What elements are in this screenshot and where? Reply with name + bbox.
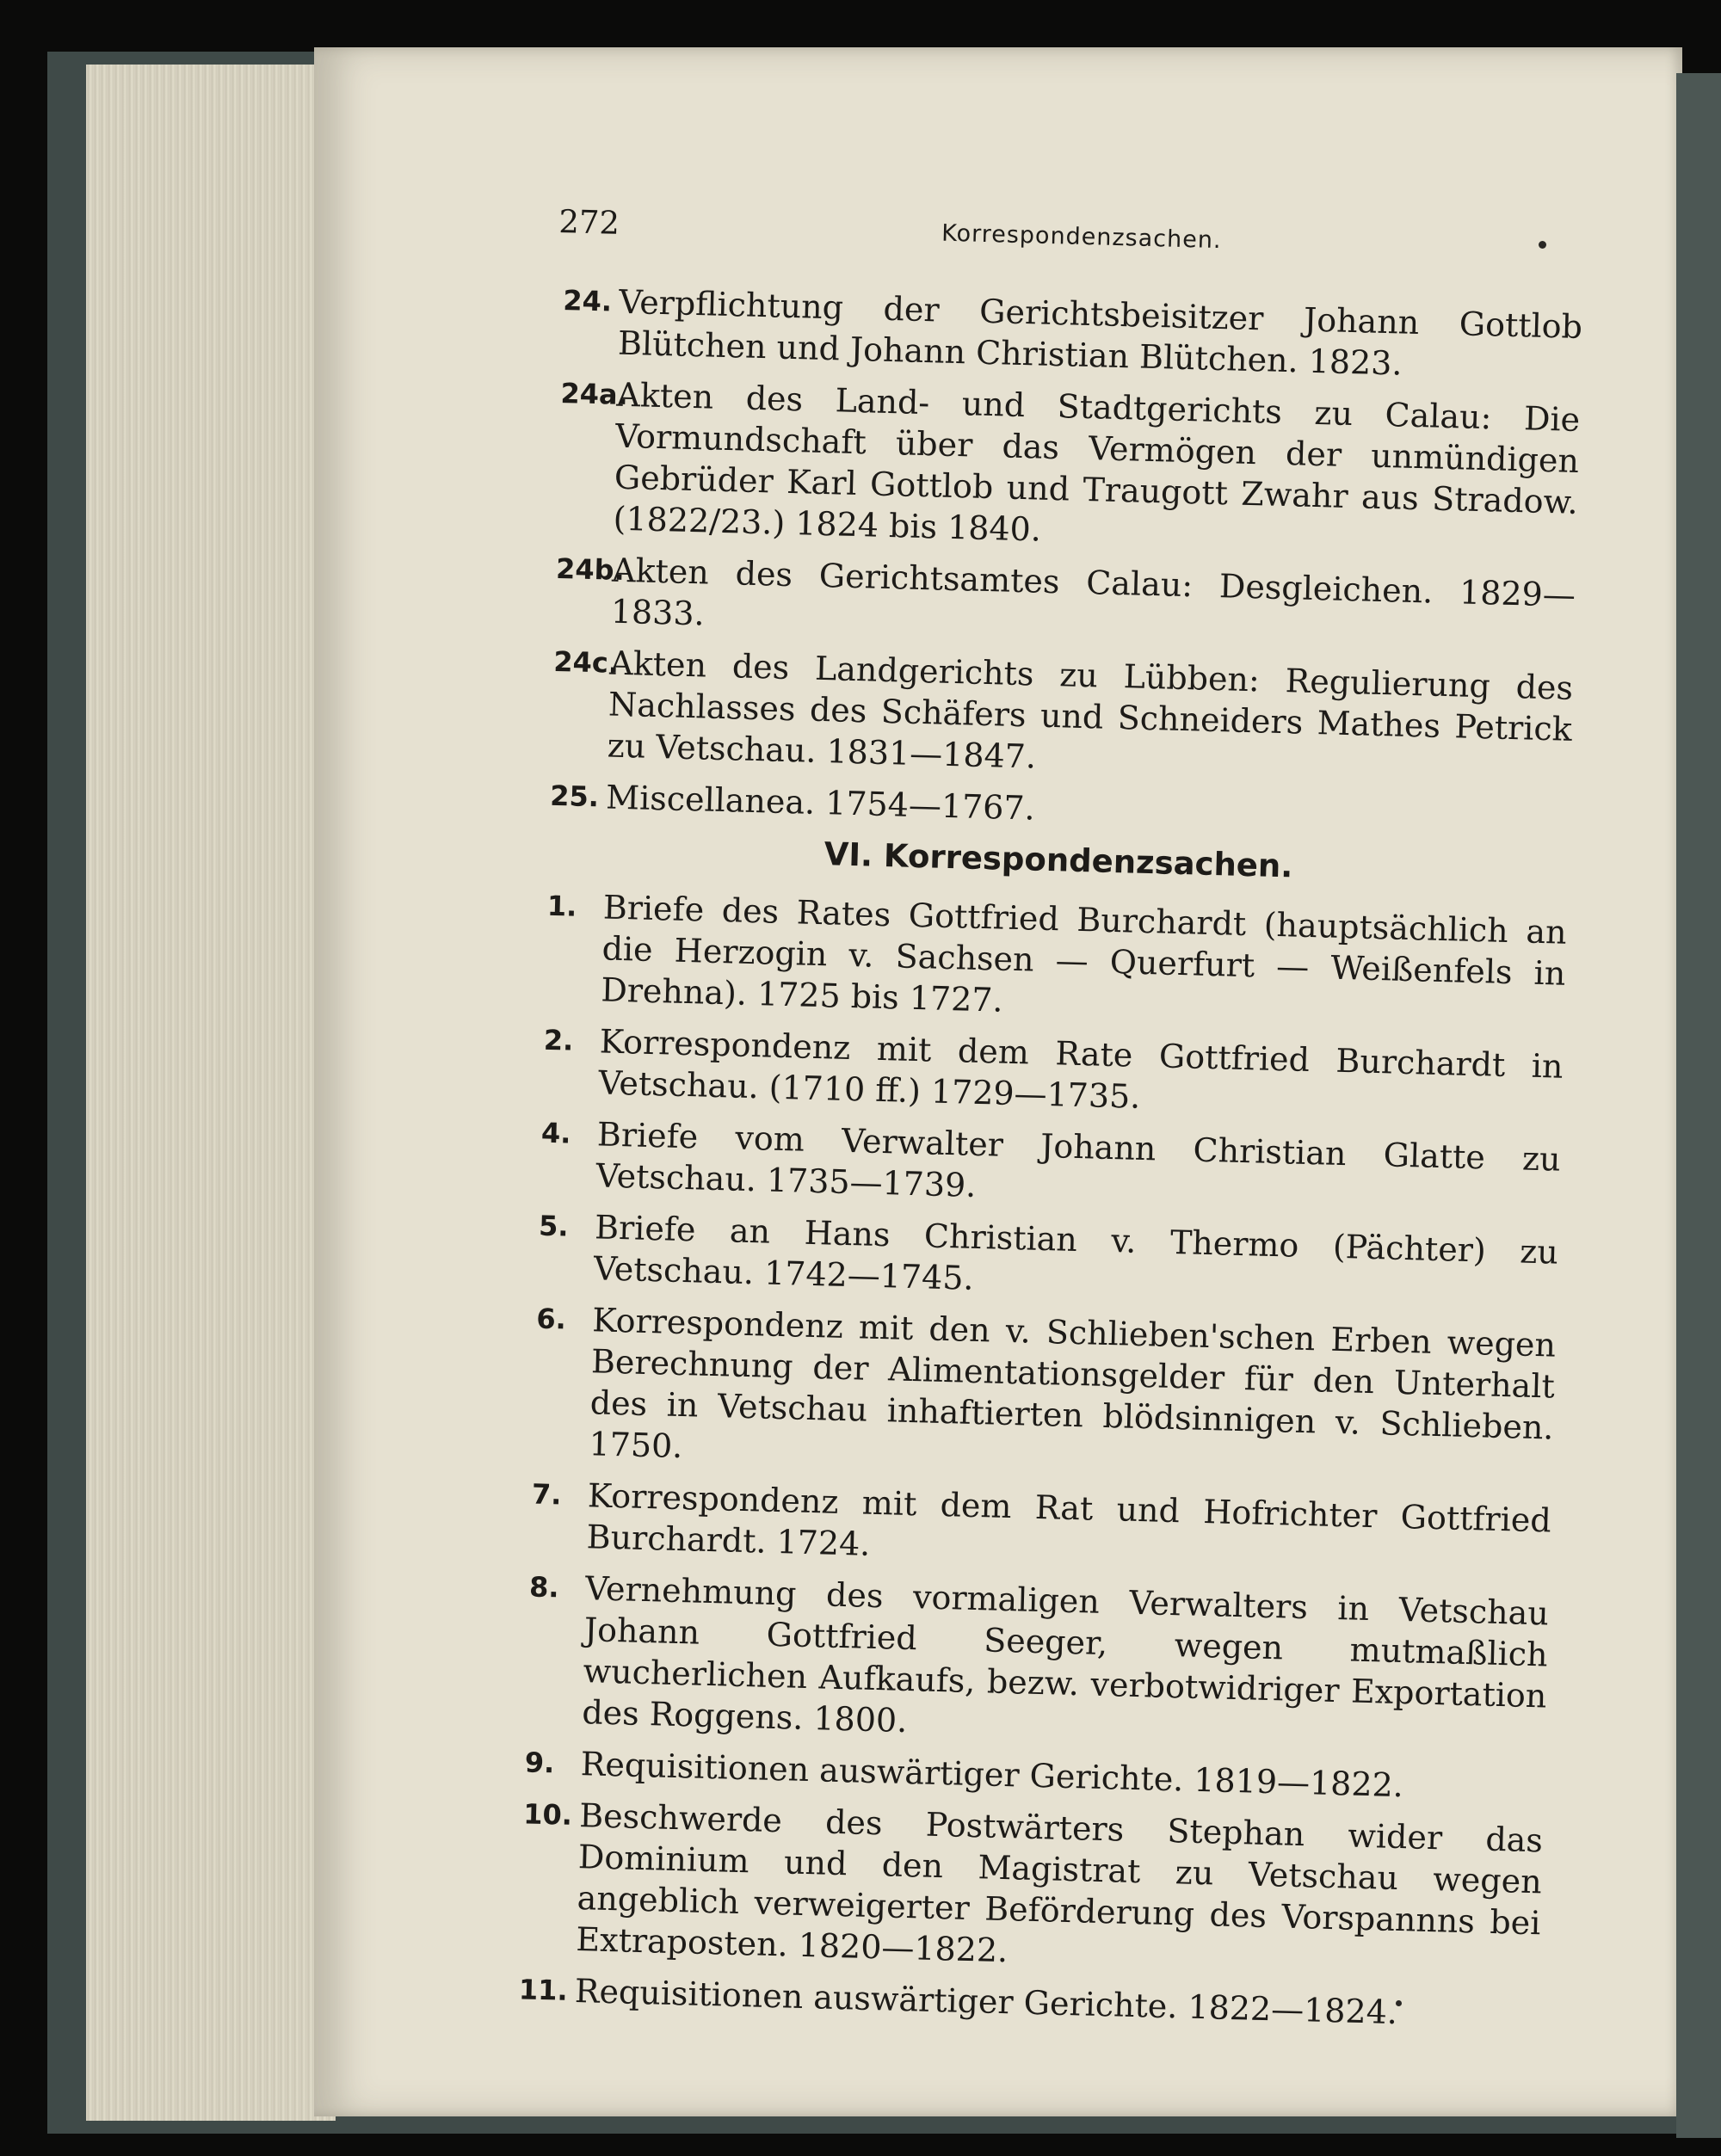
section-heading: VI. Korrespondenzsachen. [823, 835, 1293, 885]
archive-entry [520, 1793, 1544, 1985]
entry-number: 25. [549, 779, 600, 814]
page-edge-stack [86, 65, 336, 2121]
entry-text: Korrespondenz mit den v. Schlieben'schen Erben wegen Berechnung der Alimentationsgelder für den Unterhalt des in Vetschau inhaftierten blödsinnigen v. Schlieben. 1750. [589, 1301, 1557, 1466]
archive-entry [526, 1566, 1550, 1758]
entry-text: Akten des Land- und Stadtgerichts zu Calau: Die Vormundschaft über das Vermögen der unmündigen Gebrüder Karl Gottlob und Traugott Zwahr aus Stradow. (1822/23.) 1824 bis 1840. [613, 375, 1581, 549]
entry-text: Akten des Gerichtsamtes Calau: Desgleichen. 1829—1833. [610, 551, 1576, 633]
ink-dot [1539, 241, 1546, 249]
entry-number: 24b. [555, 551, 626, 587]
archive-entry [557, 373, 1581, 564]
entry-text: Vernehmung des vormaligen Verwalters in Vetschau Johann Gottfried Seeger, wegen mutmaßlich wucherlichen Aufkaufs, bezw. verbotwidriger Exportation des Roggens. 1800. [581, 1569, 1550, 1740]
entry-number: 8. [528, 1570, 560, 1605]
entry-number: 2. [543, 1023, 574, 1057]
archive-entry [545, 885, 1567, 1036]
archive-entry [530, 1474, 1551, 1583]
archive-entry [537, 1205, 1558, 1315]
entry-text: Requisitionen auswärtiger Gerichte. 1819—1822. [580, 1745, 1404, 1805]
entry-text: Briefe an Hans Christian v. Thermo (Pächter) zu Vetschau. 1742—1745. [593, 1208, 1559, 1297]
running-title: Korrespondenzsachen. [941, 219, 1222, 255]
entry-text: Briefe vom Verwalter Johann Christian Glatte zu Vetschau. 1735—1739. [595, 1115, 1562, 1204]
entry-number: 24c. [552, 644, 620, 680]
entry-text: Akten des Landgerichts zu Lübben: Regulierung des Nachlasses des Schäfers und Schneiders Mathes Petrick zu Vetschau. 1831—1847. [607, 644, 1574, 776]
entry-text: Korrespondenz mit dem Rat und Hofrichter Gottfried Burchardt. 1724. [586, 1476, 1552, 1563]
entry-text: Korrespondenz mit dem Rate Gottfried Burchardt in Vetschau. (1710 ff.) 1729—1735. [598, 1022, 1564, 1116]
entry-number: 24a. [560, 376, 629, 411]
entry-text: Requisitionen auswärtiger Gerichte. 1822—1824. [574, 1972, 1398, 2032]
entry-text: Briefe des Rates Gottfried Burchardt (hauptsächlich an die Herzogin v. Sachsen — Querfurt — Weißenfels in Drehna). 1725 bis 1727. [600, 888, 1568, 1019]
entry-number: 10. [522, 1797, 573, 1832]
archive-entry [542, 1019, 1564, 1129]
entry-number: 11. [518, 1973, 569, 2007]
entry-text: Verpflichtung der Gerichtsbeisitzer Johann Gottlob Blütchen und Johann Christian Blütchen. 1823. [617, 282, 1583, 383]
entry-number: 9. [524, 1746, 555, 1780]
entry-number: 5. [538, 1209, 570, 1243]
archive-entry [533, 1298, 1557, 1490]
page-content [518, 280, 1583, 2047]
page-number: 272 [558, 203, 620, 242]
entry-text: Beschwerde des Postwärters Stephan wider das Dominium und den Magistrat zu Vetschau wegen angeblich verweigerter Beförderung des Vorspannns bei Extraposten. 1820—1822. [575, 1796, 1544, 1970]
entry-number: 1. [546, 889, 577, 923]
entry-number: 4. [540, 1116, 571, 1150]
archive-entry [554, 548, 1576, 657]
entry-text: Miscellanea. 1754—1767. [605, 778, 1036, 828]
entry-number: 6. [535, 1302, 567, 1336]
entry-number: 7. [531, 1477, 562, 1512]
archive-entry [551, 641, 1573, 792]
entry-number: 24. [562, 283, 613, 318]
cover-right-edge [1676, 73, 1721, 2138]
archive-entry [540, 1112, 1561, 1222]
